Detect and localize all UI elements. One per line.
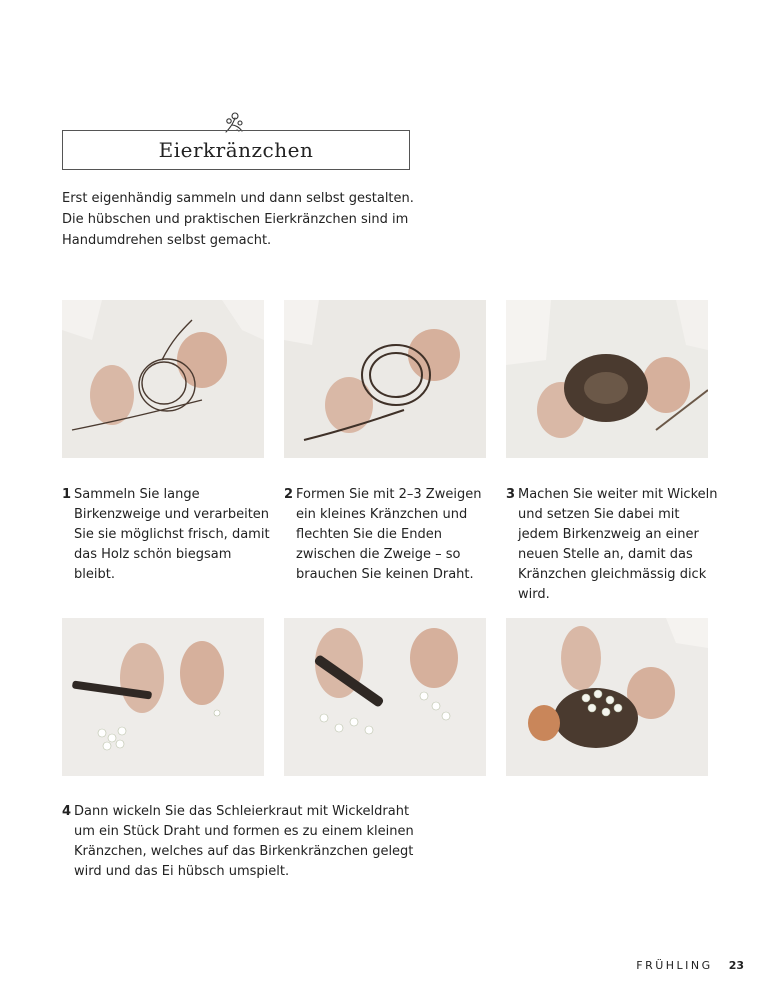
page-title: Eierkränzchen: [158, 138, 314, 162]
page-footer: [636, 959, 744, 972]
photo-step-2: [284, 300, 486, 458]
photo-step-4c: [506, 618, 708, 776]
photo-step-1: [62, 300, 264, 458]
step-2: [284, 485, 498, 585]
step-3: [506, 485, 720, 605]
step-text: Dann wickeln Sie das Schleierkraut mit Wickeldraht um ein Stück Draht und formen es zu einem kleinen Kränzchen, welches auf das Birkenkränzchen gelegt wird und das Ei hübsch umspielt.: [74, 804, 414, 879]
step-text: Sammeln Sie lange Birkenzweige und verarbeiten Sie sie möglichst frisch, damit das Holz schön biegsam bleibt.: [74, 487, 270, 582]
step-1: [62, 485, 276, 585]
title-box: [62, 130, 410, 170]
step-4: [62, 802, 422, 882]
intro-text: Erst eigenhändig sammeln und dann selbst gestalten. Die hübschen und praktischen Eierkränzchen sind im Handumdrehen selbst gemacht.: [62, 191, 414, 248]
section-name: FRÜHLING: [636, 959, 713, 972]
page-number: 23: [728, 959, 744, 972]
step-text: Formen Sie mit 2–3 Zweigen ein kleines Kränzchen und flechten Sie die Enden zwischen die Zweige – so brauchen Sie keinen Draht.: [296, 487, 482, 582]
step-number: 1: [62, 487, 72, 502]
step-number: 4: [62, 804, 72, 819]
step-text: Machen Sie weiter mit Wickeln und setzen Sie dabei mit jedem Birkenzweig an einer neuen Stelle an, damit das Kränzchen gleichmässig dick wird.: [518, 487, 718, 602]
step-number: 2: [284, 487, 294, 502]
photo-step-3: [506, 300, 708, 458]
step-number: 3: [506, 487, 516, 502]
photo-step-4a: [62, 618, 264, 776]
photo-step-4b: [284, 618, 486, 776]
